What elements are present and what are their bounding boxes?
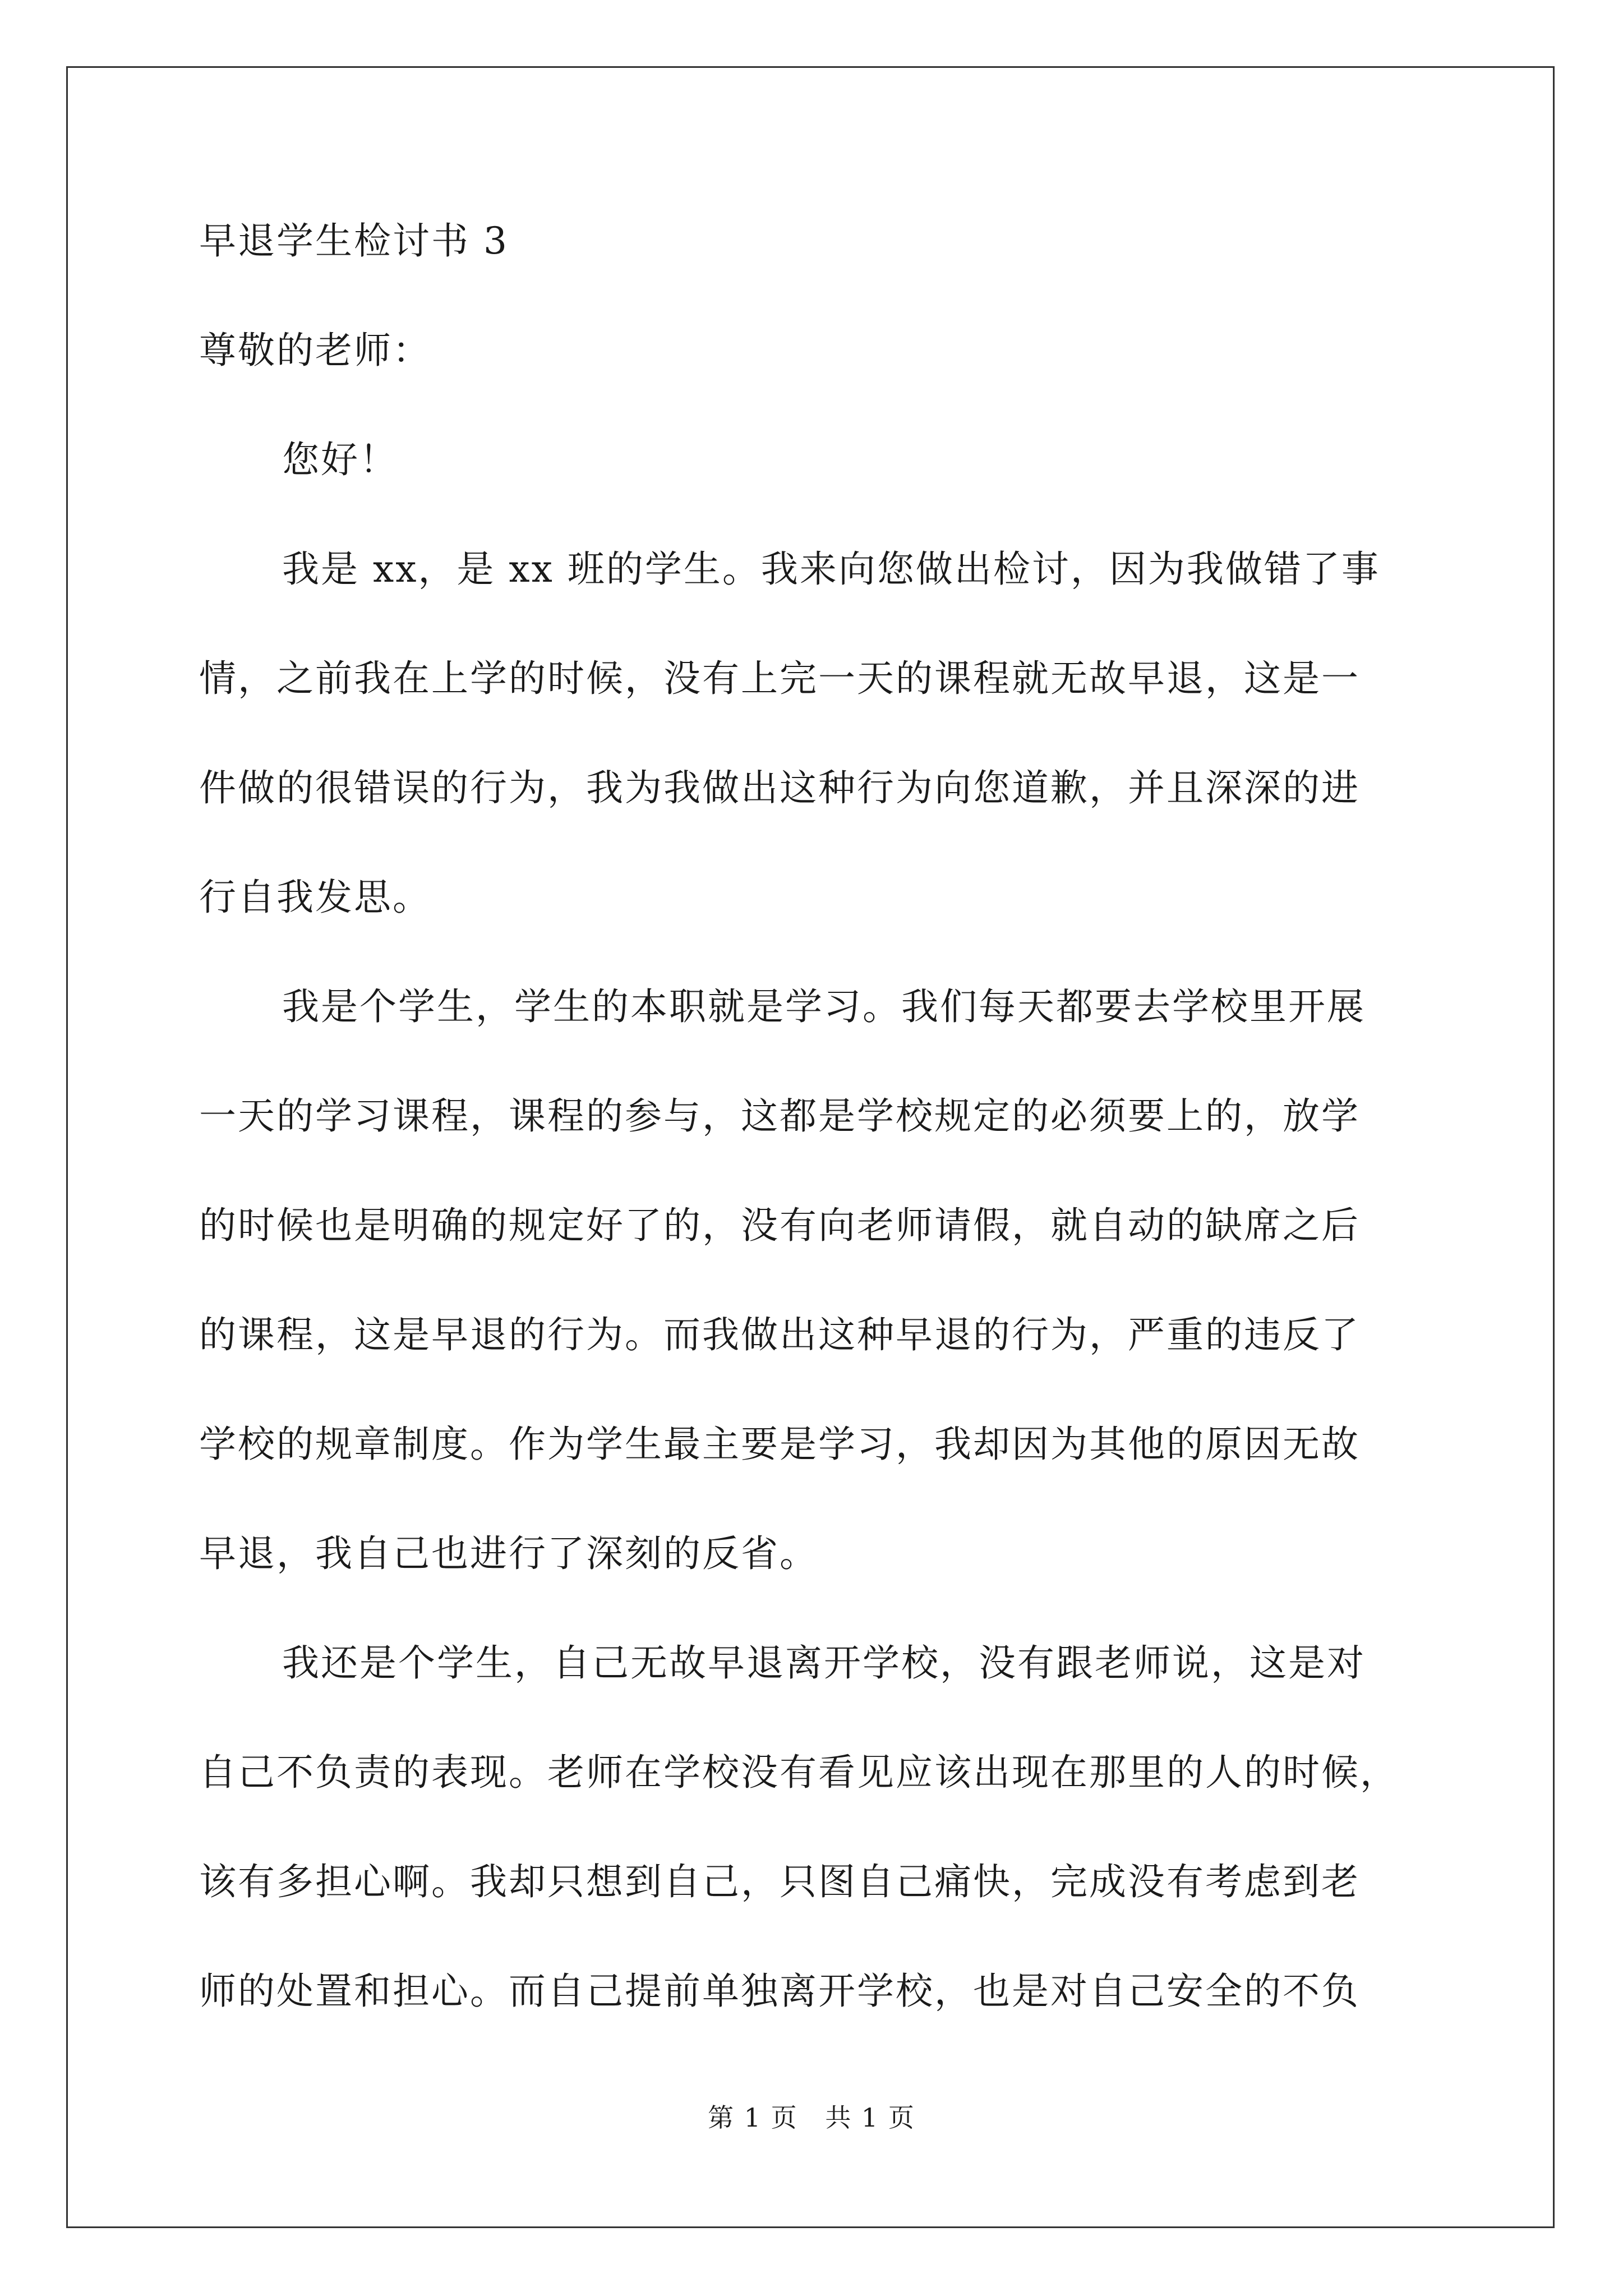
document-title: 早退学生检讨书 3 <box>199 219 509 263</box>
body-text <box>199 541 1427 2019</box>
text-line: 件做的很错误的行为，我为我做出这种行为向您道歉，并且深深的进 <box>199 766 1360 809</box>
text-line: 的时候也是明确的规定好了的，没有向老师请假，就自动的缺席之后 <box>199 1204 1360 1247</box>
text-line: 自己不负责的表现。老师在学校没有看见应该出现在那里的人的时候， <box>199 1751 1399 1794</box>
page-footer <box>0 2101 1623 2134</box>
page-total: 共 1 页 <box>825 2102 915 2133</box>
salutation: 尊敬的老师： <box>199 329 431 372</box>
page-number: 第 1 页 <box>708 2102 798 2133</box>
text-line: 情，之前我在上学的时候，没有上完一天的课程就无故早退，这是一 <box>199 657 1360 700</box>
text-line: 学校的规章制度。作为学生最主要是学习，我却因为其他的原因无故 <box>199 1423 1360 1466</box>
text-line: 早退，我自己也进行了深刻的反省。 <box>199 1532 818 1575</box>
text-line: 行自我发思。 <box>199 876 431 919</box>
text-line: 该有多担心啊。我却只想到自己，只图自己痛快，完成没有考虑到老 <box>199 1860 1360 1903</box>
text-line: 我是 xx，是 xx 班的学生。我来向您做出检讨，因为我做错了事 <box>282 547 1380 591</box>
text-line: 师的处置和担心。而自己提前单独离开学校，也是对自己安全的不负 <box>199 1970 1360 2013</box>
greeting: 您好！ <box>282 438 398 481</box>
document-body <box>199 213 1427 2073</box>
text-line: 我是个学生，学生的本职就是学习。我们每天都要去学校里开展 <box>282 985 1366 1028</box>
text-line: 一天的学习课程，课程的参与，这都是学校规定的必须要上的，放学 <box>199 1094 1360 1138</box>
text-line: 我还是个学生，自己无故早退离开学校，没有跟老师说，这是对 <box>282 1641 1366 1685</box>
text-line: 的课程，这是早退的行为。而我做出这种早退的行为，严重的违反了 <box>199 1313 1360 1356</box>
